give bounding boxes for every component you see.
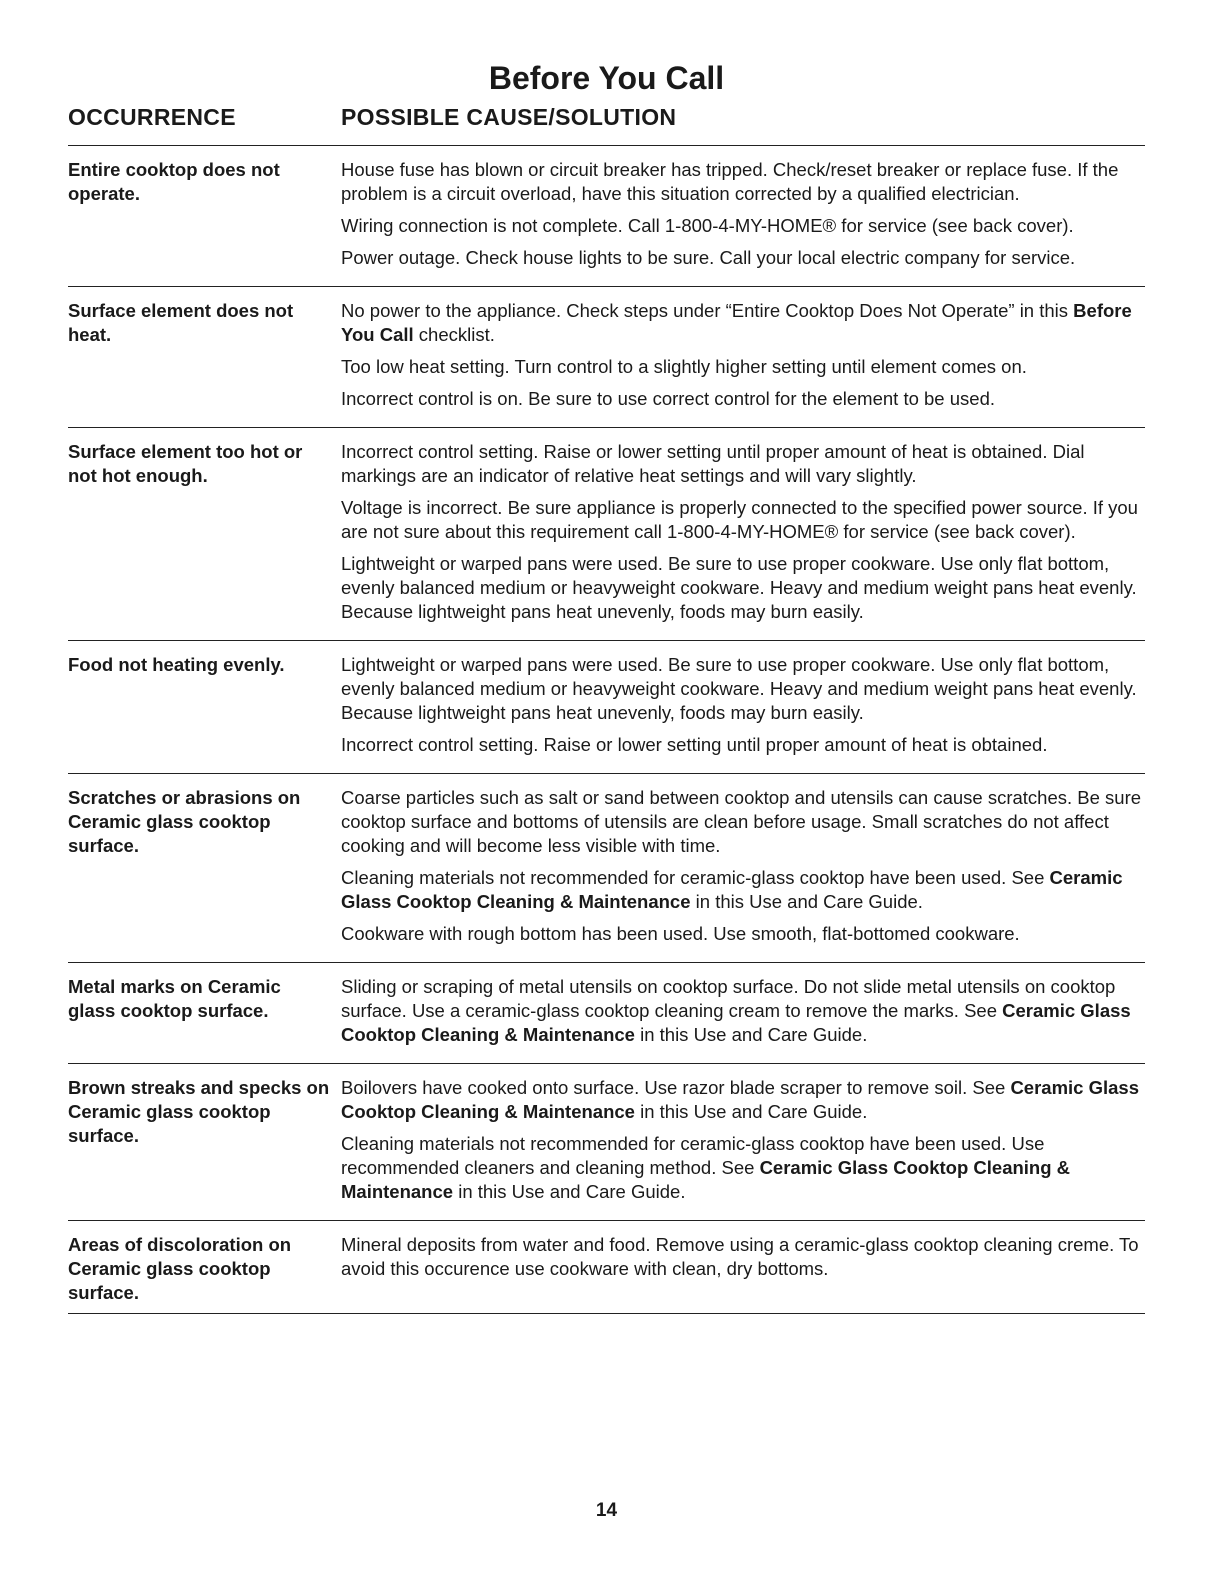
solution-paragraph (341, 786, 1145, 858)
table-row (68, 773, 1145, 962)
section-reference: Ceramic Glass Cooktop Cleaning & Maintenance (341, 1077, 1139, 1122)
solution-text: Too low heat setting. Turn control to a slightly higher setting until element comes on. (341, 356, 1027, 377)
solution-paragraph (341, 922, 1145, 946)
occurrence-cell: Surface element too hot or not hot enough. (68, 441, 303, 486)
solution-text: Boilovers have cooked onto surface. Use razor blade scraper to remove soil. See (341, 1077, 1011, 1098)
solution-cell (341, 299, 1145, 419)
solution-text: Wiring connection is not complete. Call 1-800-4-MY-HOME® for service (see back cover). (341, 215, 1074, 236)
occurrence-cell: Surface element does not heat. (68, 300, 294, 345)
solution-cell (341, 975, 1145, 1055)
solution-paragraph (341, 158, 1145, 206)
section-reference: Before You Call (341, 300, 1132, 345)
solution-text: Mineral deposits from water and food. Remove using a ceramic-glass cooktop cleaning creme. To avoid this occurence use cookware with clean, dry bottoms. (341, 1234, 1139, 1279)
solution-paragraph (341, 552, 1145, 624)
solution-text: Incorrect control setting. Raise or lower setting until proper amount of heat is obtained. (341, 734, 1048, 755)
table-row (68, 286, 1145, 427)
page-title: Before You Call (488, 60, 725, 96)
solution-text: Cleaning materials not recommended for ceramic-glass cooktop have been used. Use recommended cleaners and cleaning method. See (341, 1133, 1045, 1178)
solution-paragraph (341, 387, 1145, 411)
solution-text: in this Use and Care Guide. (690, 891, 923, 912)
occurrence-cell: Food not heating evenly. (68, 654, 285, 675)
solution-cell (341, 1076, 1145, 1212)
table-row (68, 1063, 1145, 1220)
occurrence-cell: Scratches or abrasions on Ceramic glass cooktop surface. (68, 787, 301, 856)
solution-paragraph (341, 214, 1145, 238)
section-reference: Ceramic Glass Cooktop Cleaning & Maintenance (341, 1000, 1131, 1045)
solution-paragraph (341, 355, 1145, 379)
section-reference: Ceramic Glass Cooktop Cleaning & Maintenance (341, 1157, 1071, 1202)
solution-paragraph (341, 866, 1145, 914)
solution-header: POSSIBLE CAUSE/SOLUTION (341, 104, 677, 130)
solution-text: Incorrect control setting. Raise or lower setting until proper amount of heat is obtained. Dial markings are an indicator of relative heat settings and will vary slightly. (341, 441, 1085, 486)
solution-text: Coarse particles such as salt or sand between cooktop and utensils can cause scratches. Be sure cooktop surface and bottoms of utensils are clean before usage. Small scratches do not affect cooking and will become less visible with time. (341, 787, 1142, 856)
solution-paragraph (341, 653, 1145, 725)
solution-text: Sliding or scraping of metal utensils on cooktop surface. Do not slide metal utensils on cooktop surface. Use a ceramic-glass cooktop cleaning cream to remove the marks. See (341, 976, 1116, 1021)
solution-paragraph (341, 440, 1145, 488)
solution-cell (341, 440, 1145, 632)
solution-text: Power outage. Check house lights to be sure. Call your local electric company for service. (341, 247, 1076, 268)
solution-paragraph (341, 1233, 1145, 1281)
solution-text: in this Use and Care Guide. (453, 1181, 686, 1202)
table-row (68, 640, 1145, 773)
solution-text: House fuse has blown or circuit breaker has tripped. Check/reset breaker or replace fuse. If the problem is a circuit overload, have this situation corrected by a qualified electrician. (341, 159, 1119, 204)
solution-paragraph (341, 1132, 1145, 1204)
solution-cell (341, 1233, 1145, 1305)
solution-text: Cookware with rough bottom has been used. Use smooth, flat-bottomed cookware. (341, 923, 1020, 944)
solution-text: Incorrect control is on. Be sure to use correct control for the element to be used. (341, 388, 995, 409)
section-reference: Ceramic Glass Cooktop Cleaning & Maintenance (341, 867, 1123, 912)
solution-paragraph (341, 733, 1145, 757)
solution-cell (341, 786, 1145, 954)
occurrence-cell: Entire cooktop does not operate. (68, 159, 280, 204)
solution-text: in this Use and Care Guide. (634, 1101, 868, 1122)
table-row (68, 427, 1145, 640)
solution-text: Lightweight or warped pans were used. Be sure to use proper cookware. Use only flat bottom, evenly balanced medium or heavyweight cookware. Heavy and medium weight pans heat evenly. Because lightweight pans heat unevenly, foods may burn easily. (341, 654, 1137, 723)
solution-paragraph (341, 1076, 1145, 1124)
solution-text: No power to the appliance. Check steps under “Entire Cooktop Does Not Operate” in this (341, 300, 1074, 321)
table-row (68, 145, 1145, 286)
solution-text: Voltage is incorrect. Be sure appliance is properly connected to the specified power source. If you are not sure about this requirement call 1-800-4-MY-HOME® for service (see back cover). (341, 497, 1138, 542)
solution-text: Cleaning materials not recommended for ceramic-glass cooktop have been used. See (341, 867, 1050, 888)
solution-text: in this Use and Care Guide. (634, 1024, 868, 1045)
solution-cell (341, 653, 1145, 765)
solution-text: checklist. (413, 324, 495, 345)
solution-paragraph (341, 975, 1145, 1047)
solution-cell (341, 158, 1145, 278)
solution-paragraph (341, 496, 1145, 544)
solution-paragraph (341, 299, 1145, 347)
table-row (68, 962, 1145, 1063)
occurrence-cell: Brown streaks and specks on Ceramic glass cooktop surface. (68, 1077, 330, 1146)
page-number: 14 (595, 1500, 618, 1521)
occurrence-cell: Areas of discoloration on Ceramic glass cooktop surface. (68, 1234, 292, 1303)
solution-text: Lightweight or warped pans were used. Be sure to use proper cookware. Use only flat bottom, evenly balanced medium or heavyweight cookware. Heavy and medium weight pans heat evenly. Because lightweight pans heat unevenly, foods may burn easily. (341, 553, 1137, 622)
solution-paragraph (341, 246, 1145, 270)
occurrence-header: OCCURRENCE (68, 104, 236, 130)
troubleshooting-table (68, 145, 1145, 1314)
table-row (68, 1220, 1145, 1314)
occurrence-cell: Metal marks on Ceramic glass cooktop surface. (68, 976, 281, 1021)
